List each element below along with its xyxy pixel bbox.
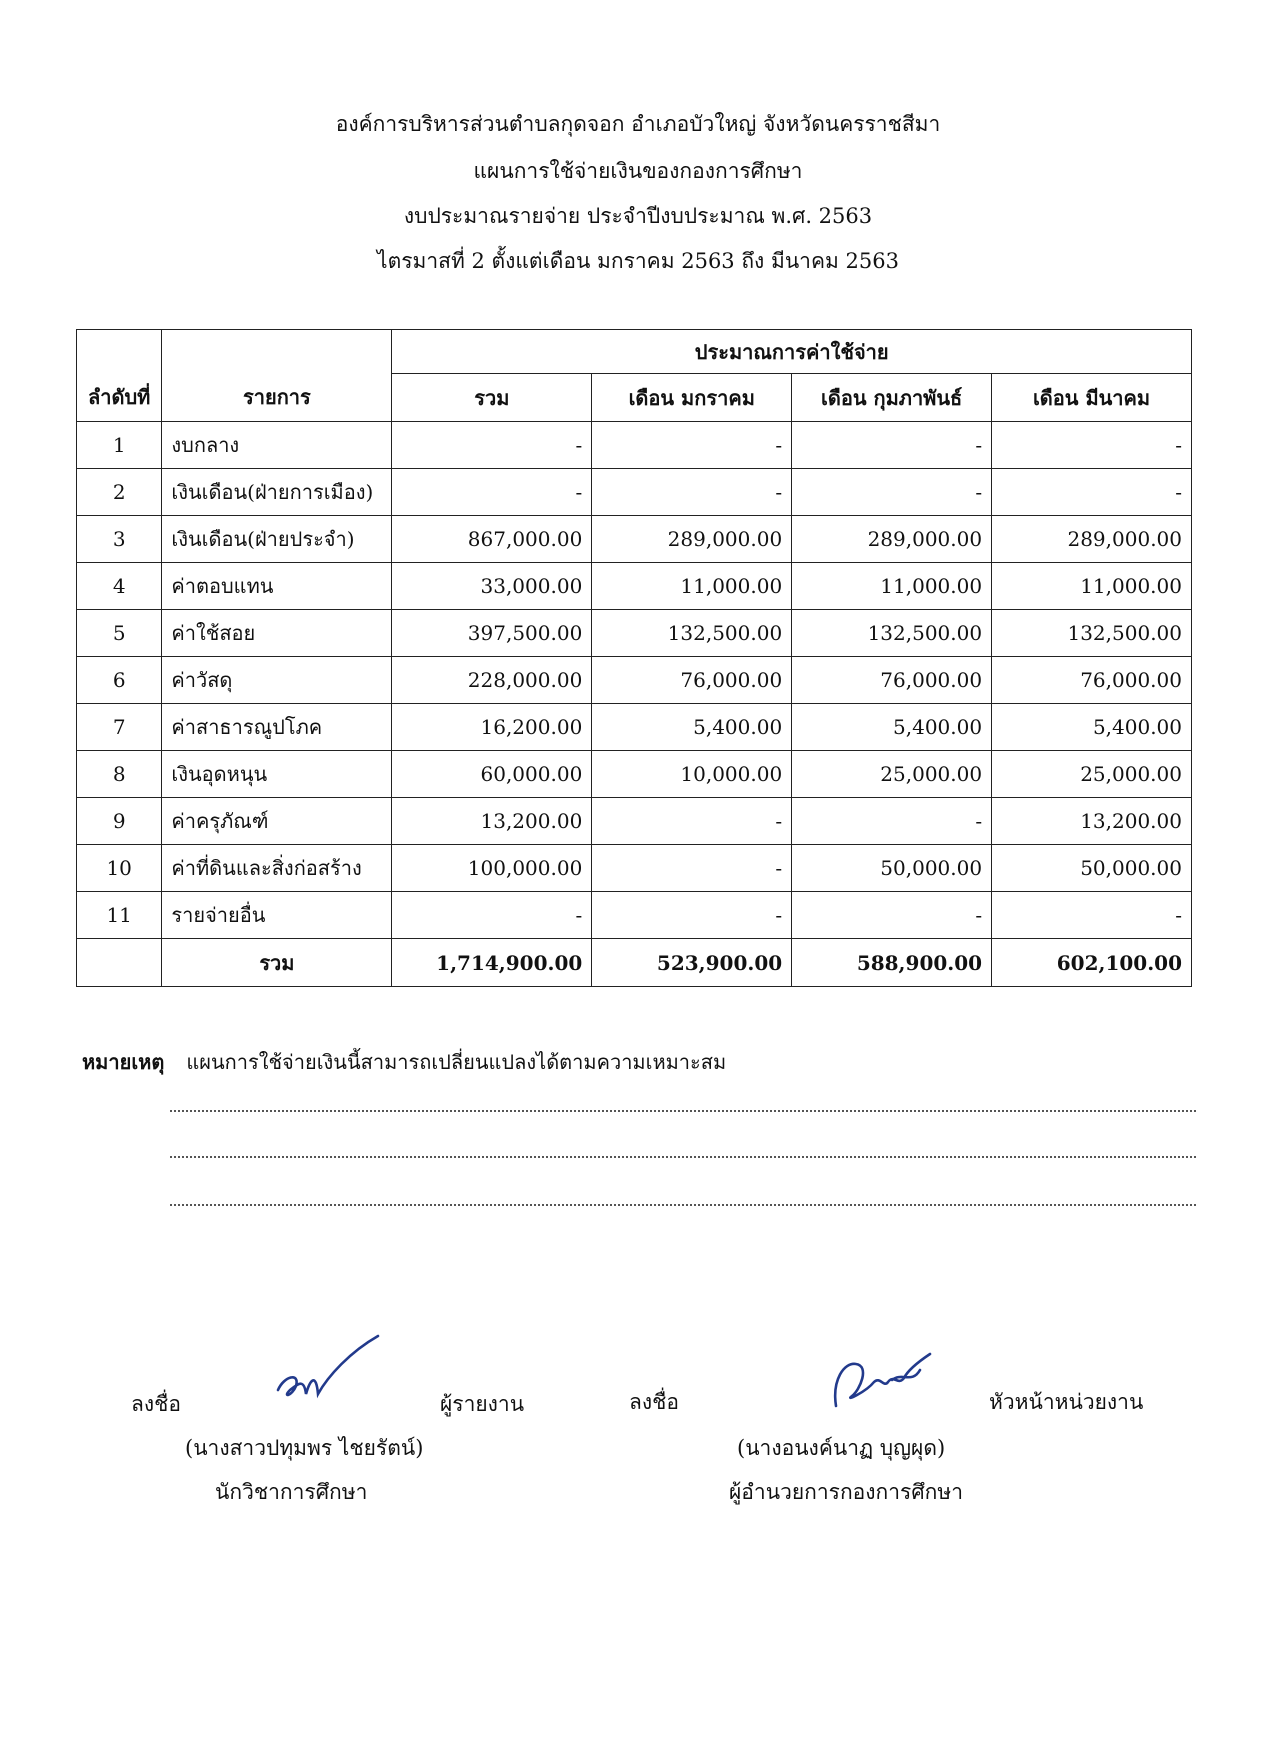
row-item: เงินเดือน(ฝ่ายการเมือง) <box>162 469 392 516</box>
left-sign-prefix: ลงชื่อ <box>131 1392 181 1416</box>
left-signer-name: (นางสาวปทุมพร ไชยรัตน์) <box>185 1436 424 1460</box>
row-feb: - <box>792 892 992 939</box>
row-item: ค่าสาธารณูปโภค <box>162 704 392 751</box>
table-row <box>77 516 1192 563</box>
row-jan: - <box>592 422 792 469</box>
col-header-total: รวม <box>392 374 592 422</box>
row-jan: 5,400.00 <box>592 704 792 751</box>
budget-table <box>76 329 1192 987</box>
total-mar: 602,100.00 <box>992 939 1192 987</box>
table-row <box>77 610 1192 657</box>
row-feb: 11,000.00 <box>792 563 992 610</box>
dotted-line <box>170 1204 1196 1206</box>
row-no: 4 <box>77 563 162 610</box>
row-no: 11 <box>77 892 162 939</box>
row-no: 9 <box>77 798 162 845</box>
row-no: 5 <box>77 610 162 657</box>
row-mar: 50,000.00 <box>992 845 1192 892</box>
row-item: เงินเดือน(ฝ่ายประจำ) <box>162 516 392 563</box>
total-jan: 523,900.00 <box>592 939 792 987</box>
row-mar: - <box>992 469 1192 516</box>
row-total: 228,000.00 <box>392 657 592 704</box>
row-mar: 13,200.00 <box>992 798 1192 845</box>
row-no: 6 <box>77 657 162 704</box>
table-row <box>77 845 1192 892</box>
col-header-group: ประมาณการค่าใช้จ่าย <box>392 330 1192 374</box>
row-total: - <box>392 469 592 516</box>
row-no: 10 <box>77 845 162 892</box>
row-no: 1 <box>77 422 162 469</box>
total-feb: 588,900.00 <box>792 939 992 987</box>
row-total: 16,200.00 <box>392 704 592 751</box>
row-total: 33,000.00 <box>392 563 592 610</box>
row-jan: - <box>592 798 792 845</box>
row-item: รายจ่ายอื่น <box>162 892 392 939</box>
dotted-line <box>170 1110 1196 1112</box>
org-title: องค์การบริหารส่วนตำบลกุดจอก อำเภอบัวใหญ่ จังหวัดนครราชสีมา <box>335 112 941 136</box>
row-feb: 132,500.00 <box>792 610 992 657</box>
right-sign-prefix: ลงชื่อ <box>629 1390 679 1414</box>
row-no: 2 <box>77 469 162 516</box>
table-row <box>77 892 1192 939</box>
col-header-item: รายการ <box>162 330 392 422</box>
total-row <box>77 939 1192 987</box>
col-header-feb: เดือน กุมภาพันธ์ <box>792 374 992 422</box>
row-no: 8 <box>77 751 162 798</box>
table-body <box>77 422 1192 939</box>
plan-title: แผนการใช้จ่ายเงินของกองการศึกษา <box>473 159 803 183</box>
row-mar: - <box>992 422 1192 469</box>
row-no: 3 <box>77 516 162 563</box>
row-mar: 76,000.00 <box>992 657 1192 704</box>
row-jan: 10,000.00 <box>592 751 792 798</box>
total-row-no-empty <box>77 939 162 987</box>
left-signature-image <box>270 1332 390 1412</box>
right-signer-position: ผู้อำนวยการกองการศึกษา <box>729 1480 963 1504</box>
col-header-jan: เดือน มกราคม <box>592 374 792 422</box>
table-row <box>77 657 1192 704</box>
table-row <box>77 751 1192 798</box>
row-total: - <box>392 422 592 469</box>
row-mar: 289,000.00 <box>992 516 1192 563</box>
right-signature-image <box>822 1340 942 1420</box>
total-row-label: รวม <box>162 939 392 987</box>
remark-text: แผนการใช้จ่ายเงินนี้สามารถเปลี่ยนแปลงได้ตามความเหมาะสม <box>186 1050 727 1074</box>
row-mar: - <box>992 892 1192 939</box>
row-feb: - <box>792 469 992 516</box>
quarter-title: ไตรมาสที่ 2 ตั้งแต่เดือน มกราคม 2563 ถึง มีนาคม 2563 <box>377 249 899 273</box>
row-item: ค่าใช้สอย <box>162 610 392 657</box>
table-row <box>77 469 1192 516</box>
row-item: ค่าวัสดุ <box>162 657 392 704</box>
row-total: 60,000.00 <box>392 751 592 798</box>
row-total: 867,000.00 <box>392 516 592 563</box>
row-mar: 25,000.00 <box>992 751 1192 798</box>
row-mar: 132,500.00 <box>992 610 1192 657</box>
budget-year-title: งบประมาณรายจ่าย ประจำปีงบประมาณ พ.ศ. 2563 <box>403 204 873 228</box>
row-feb: - <box>792 798 992 845</box>
row-feb: 50,000.00 <box>792 845 992 892</box>
row-item: เงินอุดหนุน <box>162 751 392 798</box>
row-jan: 76,000.00 <box>592 657 792 704</box>
row-item: ค่าครุภัณฑ์ <box>162 798 392 845</box>
remark <box>82 1046 726 1078</box>
right-signer-name: (นางอนงค์นาฏ บุญผุด) <box>737 1436 946 1460</box>
remark-label: หมายเหตุ <box>82 1050 165 1074</box>
row-total: 100,000.00 <box>392 845 592 892</box>
row-jan: - <box>592 845 792 892</box>
row-mar: 5,400.00 <box>992 704 1192 751</box>
row-total: 397,500.00 <box>392 610 592 657</box>
row-item: ค่าตอบแทน <box>162 563 392 610</box>
row-total: - <box>392 892 592 939</box>
row-jan: 11,000.00 <box>592 563 792 610</box>
row-feb: - <box>792 422 992 469</box>
left-signer-position: นักวิชาการศึกษา <box>215 1480 368 1504</box>
row-jan: 289,000.00 <box>592 516 792 563</box>
left-role: ผู้รายงาน <box>440 1392 525 1416</box>
row-jan: - <box>592 469 792 516</box>
row-no: 7 <box>77 704 162 751</box>
table-row <box>77 704 1192 751</box>
row-item: ค่าที่ดินและสิ่งก่อสร้าง <box>162 845 392 892</box>
dotted-line <box>170 1156 1196 1158</box>
right-role: หัวหน้าหน่วยงาน <box>989 1390 1144 1414</box>
row-total: 13,200.00 <box>392 798 592 845</box>
grand-total: 1,714,900.00 <box>392 939 592 987</box>
row-mar: 11,000.00 <box>992 563 1192 610</box>
col-header-mar: เดือน มีนาคม <box>992 374 1192 422</box>
col-header-no: ลำดับที่ <box>77 330 162 422</box>
row-jan: - <box>592 892 792 939</box>
row-feb: 5,400.00 <box>792 704 992 751</box>
table-row <box>77 422 1192 469</box>
table-row <box>77 563 1192 610</box>
row-item: งบกลาง <box>162 422 392 469</box>
row-feb: 289,000.00 <box>792 516 992 563</box>
table-row <box>77 798 1192 845</box>
row-feb: 25,000.00 <box>792 751 992 798</box>
row-feb: 76,000.00 <box>792 657 992 704</box>
row-jan: 132,500.00 <box>592 610 792 657</box>
